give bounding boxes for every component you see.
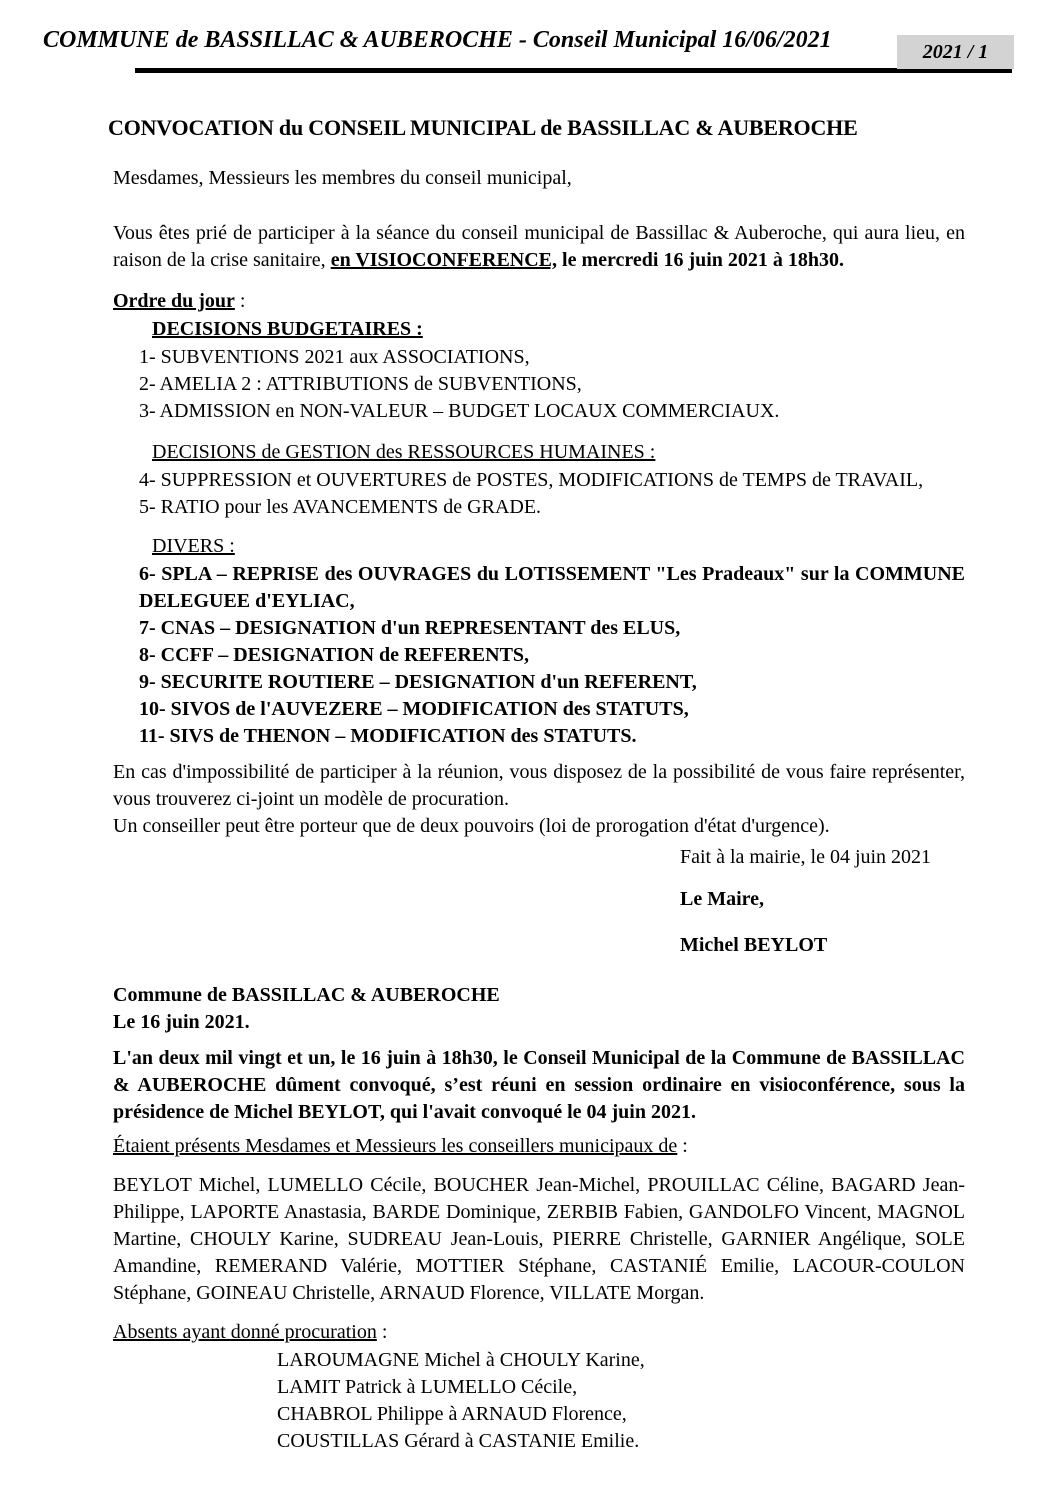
agenda-item: 10- SIVOS de l'AUVEZERE – MODIFICATION des STATUTS,: [139, 698, 689, 720]
proxy-line: COUSTILLAS Gérard à CASTANIE Emilie.: [277, 1430, 640, 1452]
proxy-line: LAROUMAGNE Michel à CHOULY Karine,: [277, 1349, 645, 1371]
present-heading-colon: :: [677, 1135, 688, 1157]
intro-visioconference-emphasis: en VISIOCONFERENCE,: [330, 249, 558, 271]
agenda-item: 9- SECURITE ROUTIERE – DESIGNATION d'un REFERENT,: [139, 671, 697, 693]
salutation: Mesdames, Messieurs les membres du conseil municipal,: [113, 167, 572, 189]
agenda-item: 6- SPLA – REPRISE des OUVRAGES du LOTISSEMENT "Les Pradeaux" sur la COMMUNE DELEGUEE d'EYLIAC,: [139, 563, 965, 612]
agenda-heading-label: Ordre du jour: [113, 290, 235, 312]
convocation-heading: CONVOCATION du CONSEIL MUNICIPAL de BASSILLAC & AUBEROCHE: [108, 115, 858, 140]
agenda-item: 3- ADMISSION en NON-VALEUR – BUDGET LOCAUX COMMERCIAUX.: [139, 400, 780, 422]
signature-role: Le Maire,: [680, 888, 765, 910]
page-reference-badge: 2021 / 1: [897, 35, 1014, 69]
header-rule: [135, 68, 1012, 73]
minutes-commune-line: Commune de BASSILLAC & AUBEROCHE: [113, 984, 500, 1006]
proxy-note-2: Un conseiller peut être porteur que de deux pouvoirs (loi de prorogation d'état d'urgence).: [113, 815, 830, 837]
agenda-item: 7- CNAS – DESIGNATION d'un REPRESENTANT des ELUS,: [139, 617, 681, 639]
agenda-section-title-budgetaires: [113, 316, 965, 343]
agenda-item: 5- RATIO pour les AVANCEMENTS de GRADE.: [139, 496, 542, 518]
intro-paragraph: [113, 220, 965, 274]
minutes-date-line: Le 16 juin 2021.: [113, 1011, 250, 1033]
proxy-line: LAMIT Patrick à LUMELLO Cécile,: [277, 1376, 578, 1398]
agenda-section-title-divers: [113, 533, 965, 560]
proxy-line: CHABROL Philippe à ARNAUD Florence,: [277, 1403, 627, 1425]
agenda-item: 4- SUPPRESSION et OUVERTURES de POSTES, MODIFICATIONS de TEMPS de TRAVAIL,: [139, 469, 924, 491]
agenda-section-title-text: DIVERS :: [152, 535, 235, 557]
agenda-section-title-text: DECISIONS de GESTION des RESSOURCES HUMAINES :: [152, 441, 656, 463]
minutes-opening-paragraph: L'an deux mil vingt et un, le 16 juin à 18h30, le Conseil Municipal de la Commune de BASSILLAC & AUBEROCHE dûment convoqué, s’est réuni en session ordinaire en visioconférence, sous la présidence de Michel BEYLOT, qui l'avait convoqué le 04 juin 2021.: [113, 1047, 965, 1123]
agenda-section-title-rh: [113, 439, 965, 466]
page-header: [0, 0, 1058, 76]
absent-heading: [113, 1319, 965, 1346]
signature-name: Michel BEYLOT: [680, 934, 828, 956]
document-body: [0, 115, 1058, 1455]
intro-text: Vous êtes prié de participer à la séance du conseil municipal de Bassillac & Auberoche, qui aura lieu, en raison de la crise sanitaire,: [113, 222, 965, 271]
absent-heading-colon: :: [376, 1321, 388, 1343]
agenda-heading-colon: :: [234, 290, 246, 312]
signature-place-date: Fait à la mairie, le 04 juin 2021: [680, 846, 932, 868]
signature-block: [113, 844, 965, 959]
present-heading: [113, 1133, 965, 1160]
present-heading-text: Étaient présents Mesdames et Messieurs les conseillers municipaux de: [113, 1135, 678, 1157]
agenda-item: 11- SIVS de THENON – MODIFICATION des STATUTS.: [139, 725, 637, 747]
agenda-item: 8- CCFF – DESIGNATION de REFERENTS,: [139, 644, 530, 666]
absent-heading-text: Absents ayant donné procuration: [113, 1321, 377, 1343]
agenda-section-title-text: DECISIONS BUDGETAIRES :: [152, 318, 423, 340]
proxy-note-1: En cas d'impossibilité de participer à la réunion, vous disposez de la possibilité de vous faire représenter, vous trouverez ci-joint un modèle de procuration.: [113, 761, 965, 810]
agenda-item: 1- SUBVENTIONS 2021 aux ASSOCIATIONS,: [139, 346, 530, 368]
intro-datetime: le mercredi 16 juin 2021 à 18h30.: [557, 249, 845, 271]
present-names-list: BEYLOT Michel, LUMELLO Cécile, BOUCHER Jean-Michel, PROUILLAC Céline, BAGARD Jean-Philippe, LAPORTE Anastasia, BARDE Dominique, ZERBIB Fabien, GANDOLFO Vincent, MAGNOL Martine, CHOULY Karine, SUDREAU Jean-Louis, PIERRE Christelle, GARNIER Angélique, SOLE Amandine, REMERAND Valérie, MOTTIER Stéphane, CASTANIÉ Emilie, LACOUR-COULON Stéphane, GOINEAU Christelle, ARNAUD Florence, VILLATE Morgan.: [113, 1174, 965, 1304]
document-header-title: COMMUNE de BASSILLAC & AUBEROCHE - Conseil Municipal 16/06/2021: [43, 27, 832, 53]
agenda-item: 2- AMELIA 2 : ATTRIBUTIONS de SUBVENTIONS,: [139, 373, 582, 395]
agenda-heading: [113, 288, 965, 315]
